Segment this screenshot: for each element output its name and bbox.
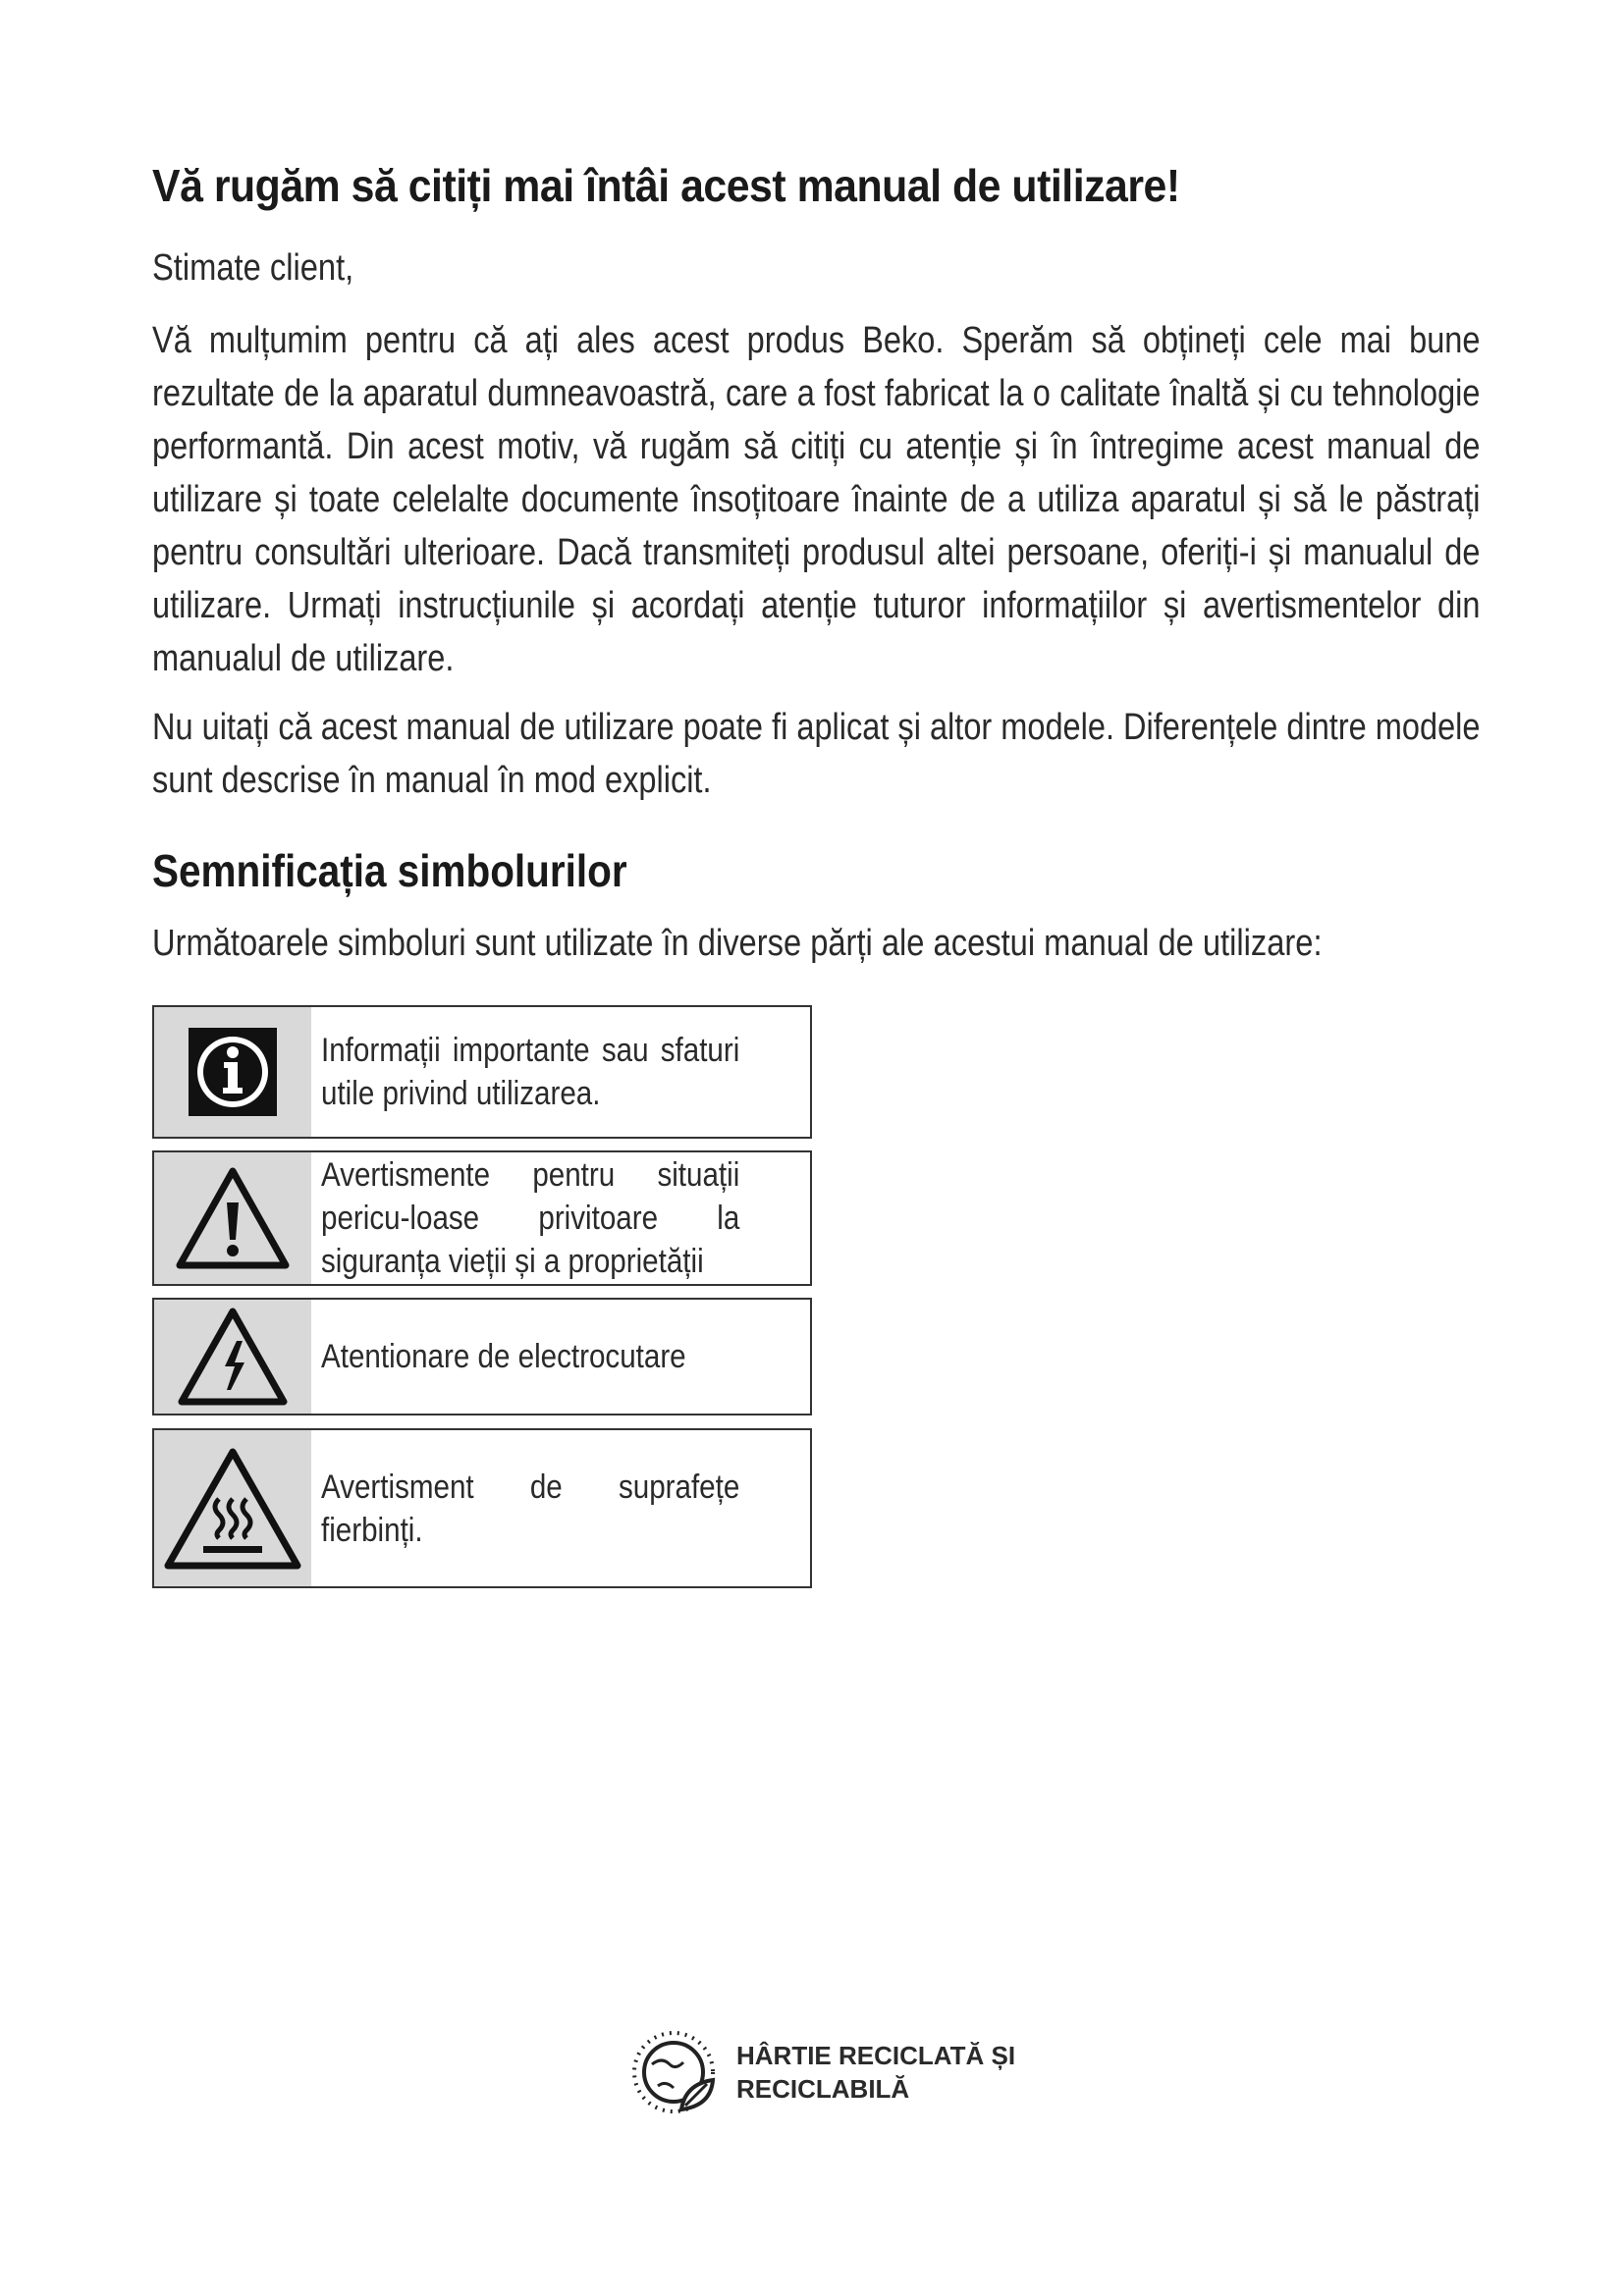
symbol-description: Informații importante sau sfaturi utile privind utilizarea. xyxy=(321,1032,740,1112)
greeting: Stimate client, xyxy=(152,247,354,289)
electric-shock-icon xyxy=(154,1300,311,1414)
recycle-globe-leaf-icon xyxy=(628,2025,723,2119)
symbol-description: Avertismente pentru situații pericu-loase privitoare la siguranța vieții și a proprietății xyxy=(321,1156,740,1280)
symbol-description: Avertisment de suprafețe fierbinți. xyxy=(321,1468,740,1549)
warning-icon xyxy=(154,1152,311,1284)
models-note-paragraph: Nu uitați că acest manual de utilizare poate fi aplicat și altor modele. Diferențele dintre modele sunt descrise în manual în mod explicit. xyxy=(152,707,1481,801)
section-intro: Următoarele simboluri sunt utilizate în diverse părți ale acestui manual de utilizare: xyxy=(152,923,1323,964)
hot-surface-icon xyxy=(154,1430,311,1586)
recycled-paper-label: HÂRTIE RECICLATĂ ȘI RECICLABILĂ xyxy=(736,2041,1016,2104)
page-title: Vă rugăm să citiți mai întâi acest manual de utilizare! xyxy=(152,160,1180,211)
symbol-row-info xyxy=(152,1005,812,1139)
recycled-paper-logo xyxy=(628,2025,1031,2119)
intro-paragraph: Vă mulțumim pentru că ați ales acest produs Beko. Sperăm să obțineți cele mai bune rezultate de la aparatul dumneavoastră, care a fost fabricat la o calitate înaltă și cu tehnologie performantă. Din acest motiv, vă rugăm să citiți cu atenție și în întregime acest manual de utilizare și toate celelalte documente însoțitoare înainte de a utiliza aparatul și să le păstrați pentru consultări ulterioare. Dacă transmiteți produsul altei persoane, oferiți-i și manualul de utilizare. Urmați instrucțiunile și acordați atenție tuturor informațiilor și avertismentelor din manualul de utilizare. xyxy=(152,320,1481,679)
symbol-row-warning xyxy=(152,1150,812,1286)
info-icon xyxy=(154,1007,311,1137)
symbol-description: Atentionare de electrocutare xyxy=(321,1338,686,1375)
section-title: Semnificația simbolurilor xyxy=(152,845,627,896)
symbol-row-hot-surface xyxy=(152,1428,812,1588)
symbol-row-electric xyxy=(152,1298,812,1415)
